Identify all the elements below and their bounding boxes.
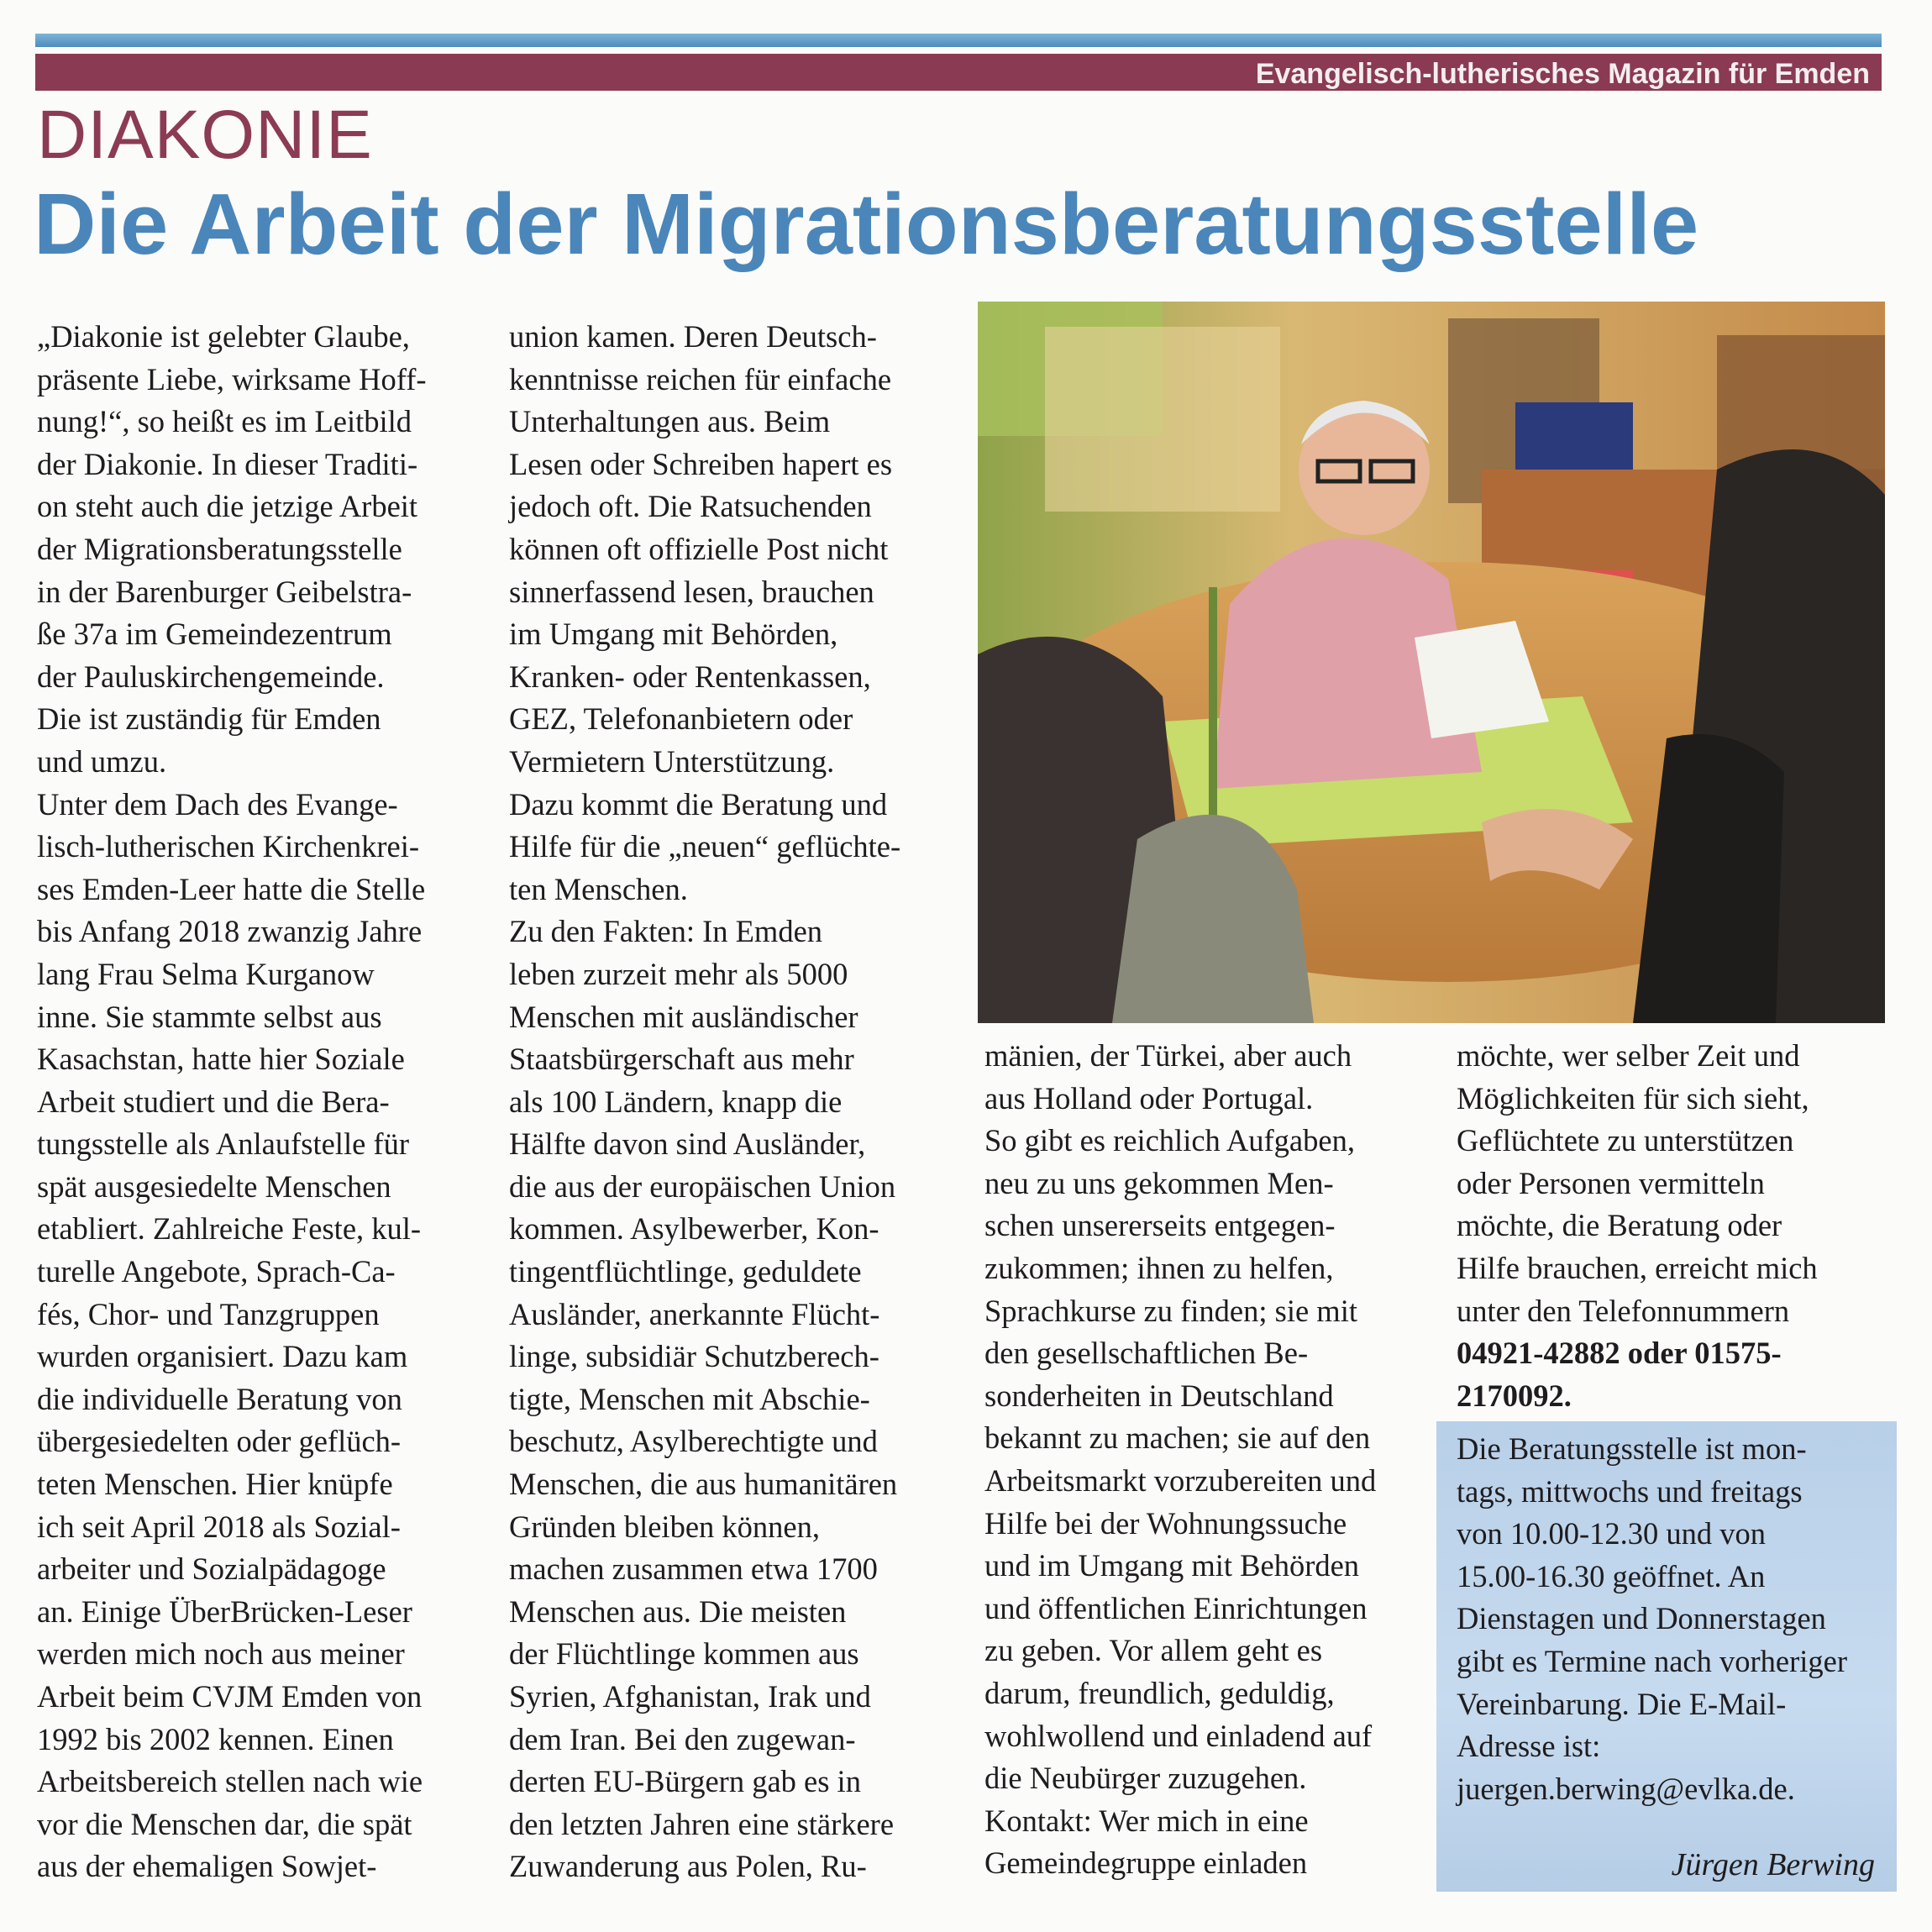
text-line: zu geben. Vor allem geht es — [984, 1633, 1323, 1668]
text-line: Zu den Fakten: In Emden — [509, 914, 823, 949]
text-line: lang Frau Selma Kurganow — [37, 956, 375, 991]
text-line: Lesen oder Schreiben hapert es — [509, 446, 893, 481]
text-line: Kranken- oder Rentenkassen, — [509, 659, 871, 694]
opening-hours-text — [1457, 1428, 1847, 1810]
text-line: der Diakonie. In dieser Traditi- — [37, 446, 418, 481]
article-photo — [978, 302, 1885, 1023]
text-line: jedoch oft. Die Ratsuchenden — [509, 489, 872, 524]
text-line: Vereinbarung. Die E-Mail- — [1457, 1686, 1787, 1721]
text-line: teten Menschen. Hier knüpfe — [37, 1467, 393, 1502]
text-line: an. Einige ÜberBrücken-Leser — [37, 1593, 412, 1629]
text-line: Unter dem Dach des Evange- — [37, 786, 398, 822]
text-line: die Neubürger zuzugehen. — [984, 1761, 1307, 1796]
text-line: kenntnisse reichen für einfache — [509, 361, 892, 396]
text-line: ses Emden-Leer hatte die Stelle — [37, 871, 426, 906]
text-line: die aus der europäischen Union — [509, 1168, 896, 1204]
top-accent-stripe — [35, 34, 1882, 47]
phone-numbers: 04921-42882 oder 01575- — [1457, 1336, 1782, 1371]
text-line: Arbeit studiert und die Bera- — [37, 1084, 390, 1119]
text-line: 15.00-16.30 geöffnet. An — [1457, 1558, 1766, 1593]
text-column-2 — [509, 316, 900, 1888]
text-line: Staatsbürgerschaft aus mehr — [509, 1042, 854, 1077]
text-column-3 — [984, 1035, 1376, 1885]
text-line: Hilfe bei der Wohnungssuche — [984, 1505, 1347, 1541]
phone-numbers-continued: 2170092. — [1457, 1378, 1572, 1413]
text-line: aus Holland oder Portugal. — [984, 1080, 1314, 1116]
text-line: Gründen bleiben können, — [509, 1509, 820, 1544]
text-line: GEZ, Telefonanbietern oder — [509, 701, 853, 737]
text-line: zukommen; ihnen zu helfen, — [984, 1250, 1334, 1285]
text-line: Die Beratungsstelle ist mon- — [1457, 1431, 1807, 1466]
text-line: dem Iran. Bei den zugewan- — [509, 1721, 856, 1756]
text-line: inne. Sie stammte selbst aus — [37, 999, 382, 1034]
text-line: präsente Liebe, wirksame Hoff- — [37, 361, 427, 396]
text-line: Hälfte davon sind Ausländer, — [509, 1126, 866, 1162]
text-line: Vermietern Unterstützung. — [509, 743, 835, 779]
text-line: „Diakonie ist gelebter Glaube, — [37, 319, 410, 354]
text-line: werden mich noch aus meiner — [37, 1636, 405, 1672]
text-line: Unterhaltungen aus. Beim — [509, 404, 831, 439]
text-line: und umzu. — [37, 743, 167, 779]
text-line: möchte, wer selber Zeit und — [1457, 1038, 1800, 1073]
text-line: bis Anfang 2018 zwanzig Jahre — [37, 914, 423, 949]
text-line: Arbeit beim CVJM Emden von — [37, 1679, 423, 1714]
text-line: etabliert. Zahlreiche Feste, kul- — [37, 1211, 422, 1247]
text-line: neu zu uns gekommen Men- — [984, 1165, 1334, 1200]
text-line: Gemeindegruppe einladen — [984, 1845, 1308, 1881]
text-line: Arbeitsbereich stellen nach wie — [37, 1764, 423, 1799]
text-line: mänien, der Türkei, aber auch — [984, 1038, 1352, 1073]
text-line: Dazu kommt die Beratung und — [509, 786, 888, 822]
text-line: tigte, Menschen mit Abschie- — [509, 1381, 870, 1416]
text-line: der Migrationsberatungsstelle — [37, 531, 402, 566]
text-line: vor die Menschen dar, die spät — [37, 1806, 412, 1841]
text-line: können oft offizielle Post nicht — [509, 531, 889, 566]
counseling-session-photo — [978, 302, 1885, 1023]
text-line: 1992 bis 2002 kennen. Einen — [37, 1721, 394, 1756]
text-line: im Umgang mit Behörden, — [509, 617, 838, 652]
text-line: der Flüchtlinge kommen aus — [509, 1636, 859, 1672]
text-line: tungsstelle als Anlaufstelle für — [37, 1126, 409, 1162]
text-line: den gesellschaftlichen Be- — [984, 1336, 1309, 1371]
text-line: Menschen aus. Die meisten — [509, 1593, 847, 1629]
article-title: Die Arbeit der Migrationsberatungsstelle — [34, 176, 1699, 272]
text-line: gibt es Termine nach vorheriger — [1457, 1643, 1848, 1678]
text-line: Menschen mit ausländischer — [509, 999, 858, 1034]
text-line: Hilfe für die „neuen“ geflüchte- — [509, 829, 901, 864]
text-line: unter den Telefonnummern — [1457, 1293, 1790, 1328]
text-line: Ausländer, anerkannte Flücht- — [509, 1296, 880, 1331]
text-line: Hilfe brauchen, erreicht mich — [1457, 1250, 1818, 1285]
text-line: Arbeitsmarkt vorzubereiten und — [984, 1462, 1377, 1498]
text-line: derten EU-Bürgern gab es in — [509, 1764, 861, 1799]
email-address: juergen.berwing@evlka.de. — [1457, 1771, 1795, 1806]
author-name: Jürgen Berwing — [1671, 1847, 1875, 1882]
text-line: spät ausgesiedelte Menschen — [37, 1168, 391, 1204]
text-line: kommen. Asylbewerber, Kon- — [509, 1211, 879, 1247]
text-line: Geflüchtete zu unterstützen — [1457, 1123, 1794, 1158]
text-line: möchte, die Beratung oder — [1457, 1208, 1782, 1243]
text-line: Adresse ist: — [1457, 1729, 1601, 1764]
text-column-4 — [1457, 1035, 1818, 1417]
text-line: nung!“, so heißt es im Leitbild — [37, 404, 412, 439]
text-line: union kamen. Deren Deutsch- — [509, 319, 877, 354]
text-column-1 — [37, 316, 427, 1888]
text-line: lisch-lutherischen Kirchenkrei- — [37, 829, 420, 864]
text-line: in der Barenburger Geibelstra- — [37, 574, 412, 609]
magazine-header-bar — [35, 54, 1882, 91]
section-label: DIAKONIE — [37, 97, 373, 173]
text-line: beschutz, Asylberechtigte und — [509, 1424, 878, 1459]
text-line: bekannt zu machen; sie auf den — [984, 1420, 1371, 1456]
text-line: arbeiter und Sozialpädagoge — [37, 1551, 386, 1587]
text-line: Möglichkeiten für sich sieht, — [1457, 1080, 1809, 1116]
text-line: als 100 Ländern, knapp die — [509, 1084, 843, 1119]
text-line: aus der ehemaligen Sowjet- — [37, 1849, 377, 1884]
text-line: ße 37a im Gemeindezentrum — [37, 617, 392, 652]
opening-hours-box — [1436, 1421, 1897, 1892]
text-line: ich seit April 2018 als Sozial- — [37, 1509, 401, 1544]
text-line: turelle Angebote, Sprach-Ca- — [37, 1254, 396, 1289]
text-line: Die ist zuständig für Emden — [37, 701, 381, 737]
text-line: der Pauluskirchengemeinde. — [37, 659, 385, 694]
text-line: von 10.00-12.30 und von — [1457, 1516, 1767, 1551]
text-line: tingentflüchtlinge, geduldete — [509, 1254, 862, 1289]
text-line: sinnerfassend lesen, brauchen — [509, 574, 874, 609]
text-line: Kontakt: Wer mich in eine — [984, 1803, 1309, 1838]
text-line: ten Menschen. — [509, 871, 688, 906]
text-line: Menschen, die aus humanitären — [509, 1467, 898, 1502]
text-line: den letzten Jahren eine stärkere — [509, 1806, 895, 1841]
text-line: Dienstagen und Donnerstagen — [1457, 1601, 1826, 1636]
text-line: Zuwanderung aus Polen, Ru- — [509, 1849, 867, 1884]
text-line: Kasachstan, hatte hier Soziale — [37, 1042, 405, 1077]
text-line: tags, mittwochs und freitags — [1457, 1473, 1803, 1509]
text-line: wurden organisiert. Dazu kam — [37, 1339, 408, 1374]
text-line: Syrien, Afghanistan, Irak und — [509, 1679, 871, 1714]
text-line: oder Personen vermitteln — [1457, 1165, 1765, 1200]
text-line: und im Umgang mit Behörden — [984, 1548, 1360, 1583]
text-line: on steht auch die jetzige Arbeit — [37, 489, 418, 524]
text-line: linge, subsidiär Schutzberech- — [509, 1339, 879, 1374]
text-line: sonderheiten in Deutschland — [984, 1378, 1334, 1413]
magazine-title: Evangelisch-lutherisches Magazin für Emden — [1255, 58, 1870, 90]
text-line: So gibt es reichlich Aufgaben, — [984, 1123, 1355, 1158]
text-line: übergesiedelten oder geflüch- — [37, 1424, 402, 1459]
text-line: und öffentlichen Einrichtungen — [984, 1590, 1368, 1625]
text-line: machen zusammen etwa 1700 — [509, 1551, 878, 1587]
text-line: wohlwollend und einladend auf — [984, 1718, 1373, 1753]
text-line: fés, Chor- und Tanzgruppen — [37, 1296, 380, 1331]
text-line: leben zurzeit mehr als 5000 — [509, 956, 848, 991]
text-line: Sprachkurse zu finden; sie mit — [984, 1293, 1357, 1328]
text-line: schen unsererseits entgegen- — [984, 1208, 1336, 1243]
text-line: darum, freundlich, geduldig, — [984, 1675, 1335, 1710]
text-line: die individuelle Beratung von — [37, 1381, 402, 1416]
